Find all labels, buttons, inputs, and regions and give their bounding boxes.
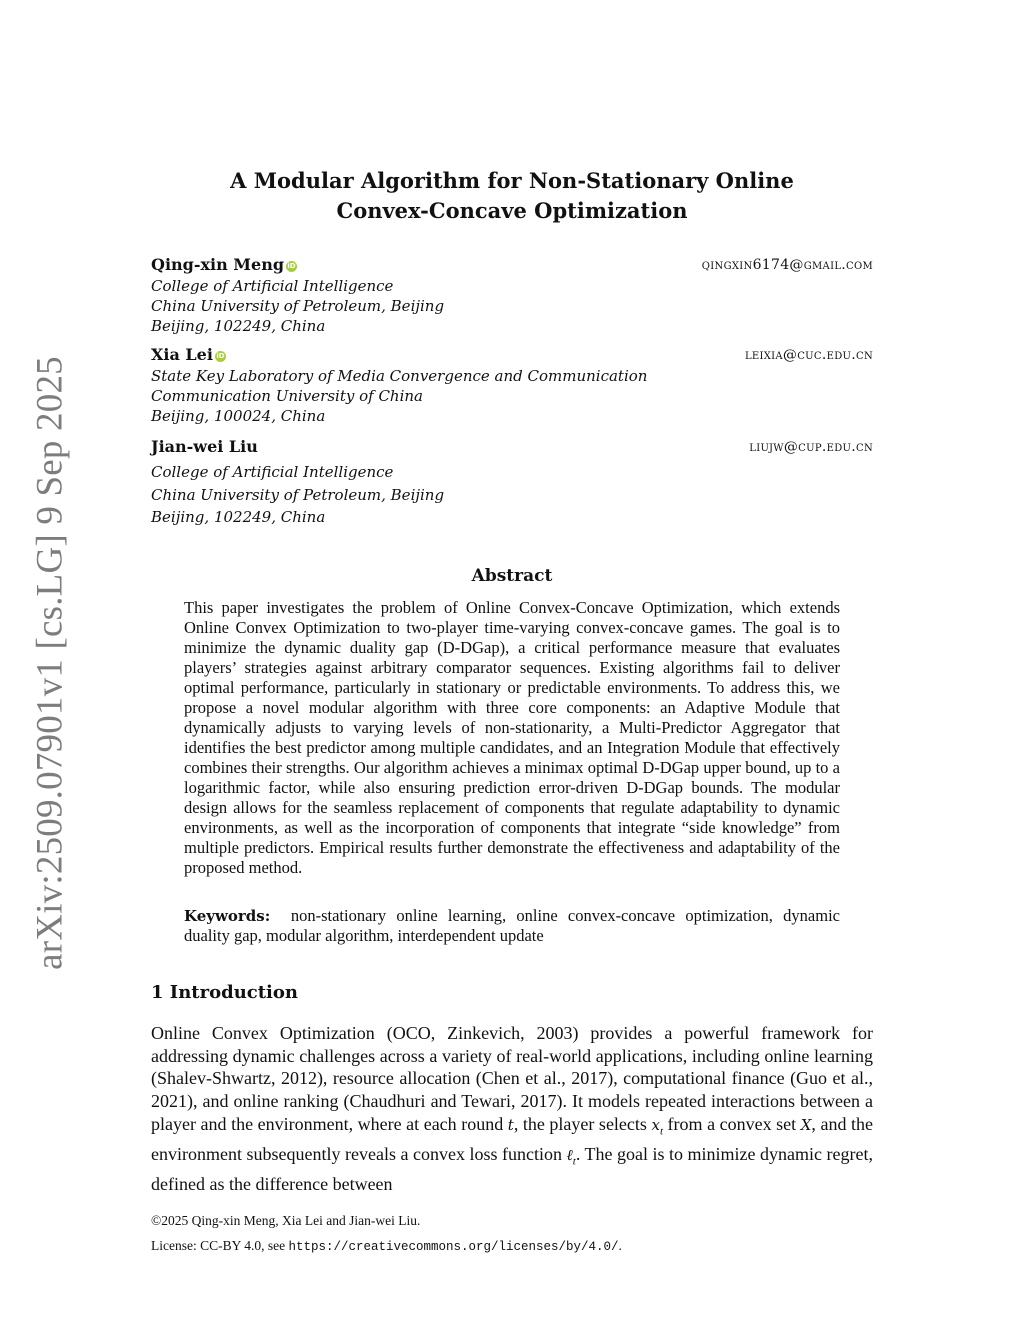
author-1: [151, 255, 297, 274]
affiliation-line: China University of Petroleum, Beijing: [151, 297, 445, 315]
math-subscript: t: [572, 1155, 576, 1168]
math-var: ℓ: [566, 1146, 573, 1165]
orcid-icon[interactable]: iD: [216, 352, 225, 360]
section-heading-introduction: 1 Introduction: [151, 982, 298, 1003]
author-1-email[interactable]: qingxin6174@gmail.com: [701, 257, 873, 273]
license-notice: [151, 1238, 622, 1254]
affiliation-line: Beijing, 100024, China: [151, 407, 326, 425]
math-subscript: t: [659, 1125, 663, 1138]
arxiv-identifier-stamp: [20, 356, 80, 970]
author-3-name: Jian-wei Liu: [151, 437, 258, 456]
introduction-paragraph: [151, 1022, 873, 1196]
author-3: [151, 437, 258, 456]
orcid-icon[interactable]: iD: [287, 262, 296, 270]
author-3-email[interactable]: liujw@cup.edu.cn: [749, 439, 873, 455]
affiliation-line: State Key Laboratory of Media Convergence and Communication: [151, 367, 648, 385]
affiliation-line: Communication University of China: [151, 387, 423, 405]
keywords: [184, 906, 840, 946]
abstract-heading: Abstract: [471, 566, 553, 586]
author-1-affiliation: [151, 276, 444, 336]
keywords-label: Keywords:: [184, 907, 271, 925]
math-var: x: [651, 1115, 660, 1134]
intro-text: . The goal is to minimize dynamic regret, defined as the difference between: [151, 1144, 874, 1195]
affiliation-line: College of Artificial Intelligence: [151, 463, 394, 481]
paper-title-line-1: A Modular Algorithm for Non-Stationary Online: [230, 168, 794, 193]
license-prefix: License: CC-BY 4.0, see: [151, 1238, 289, 1253]
author-2-name: Xia Lei: [151, 345, 213, 364]
author-2: [151, 345, 226, 364]
affiliation-line: College of Artificial Intelligence: [151, 277, 394, 295]
math-var: t: [507, 1115, 514, 1134]
affiliation-line: Beijing, 102249, China: [151, 317, 326, 335]
author-1-name: Qing-xin Meng: [151, 255, 285, 274]
intro-text: , and the environment subsequently reveals a convex loss function: [151, 1113, 873, 1165]
copyright-notice: ©2025 Qing-xin Meng, Xia Lei and Jian-wei Liu.: [151, 1213, 421, 1228]
affiliation-line: China University of Petroleum, Beijing: [151, 485, 445, 504]
license-suffix: .: [618, 1238, 622, 1253]
math-var: X: [800, 1115, 812, 1134]
author-3-affiliation: [151, 461, 444, 529]
abstract-text: This paper investigates the problem of Online Convex-Concave Optimization, which extends Online Convex Optimization to two-player time-varying convex-concave games. The goal is to minimize the dynamic duality gap (D-DGap), a critical performance measure that evaluates players’ strategies against arbitrary comparator sequences. Existing algorithms fail to deliver optimal performance, particularly in stationary or predictable environments. To address this, we propose a novel modular algorithm with three core components: an Adaptive Module that dynamically adjusts to varying levels of non-stationarity, a Multi-Predictor Aggregator that identifies the best predictor among multiple candidates, and an Integration Module that effectively combines their strengths. Our algorithm achieves a minimax optimal D-DGap upper bound, up to a logarithmic factor, while also ensuring prediction error-driven D-DGap bounds. The modular design allows for the seamless replacement of components that regulate adaptability to dynamic environments, as well as the incorporation of components that integrate “side knowledge” from multiple predictors. Empirical results further demonstrate the effectiveness and adaptability of the proposed method.: [184, 598, 840, 877]
intro-text: from a convex set: [663, 1113, 801, 1134]
intro-text: Online Convex Optimization (OCO, Zinkevich, 2003) provides a powerful framework for addressing dynamic challenges across a variety of real-world applications, including online learning (Shalev-Shwartz, 2012), resource allocation (Chen et al., 2017), computational finance (Guo et al., 2021), and online ranking (Chaudhuri and Tewari, 2017). It models repeated interactions between a player and the environment, where at each round: [151, 1023, 873, 1134]
author-2-affiliation: [151, 366, 647, 426]
arxiv-identifier-text: arXiv:2509.07901v1 [cs.LG] 9 Sep 2025: [29, 356, 71, 970]
intro-text: , the player selects: [513, 1113, 652, 1134]
license-link[interactable]: https://creativecommons.org/licenses/by/4.0/: [288, 1240, 619, 1254]
author-2-email[interactable]: leixia@cuc.edu.cn: [744, 347, 873, 363]
affiliation-line: Beijing, 102249, China: [151, 508, 326, 526]
paper-title-line-2: Convex-Concave Optimization: [336, 198, 688, 223]
keywords-text: non-stationary online learning, online convex-concave optimization, dynamic duality gap, modular algorithm, interdependent update: [184, 906, 840, 945]
